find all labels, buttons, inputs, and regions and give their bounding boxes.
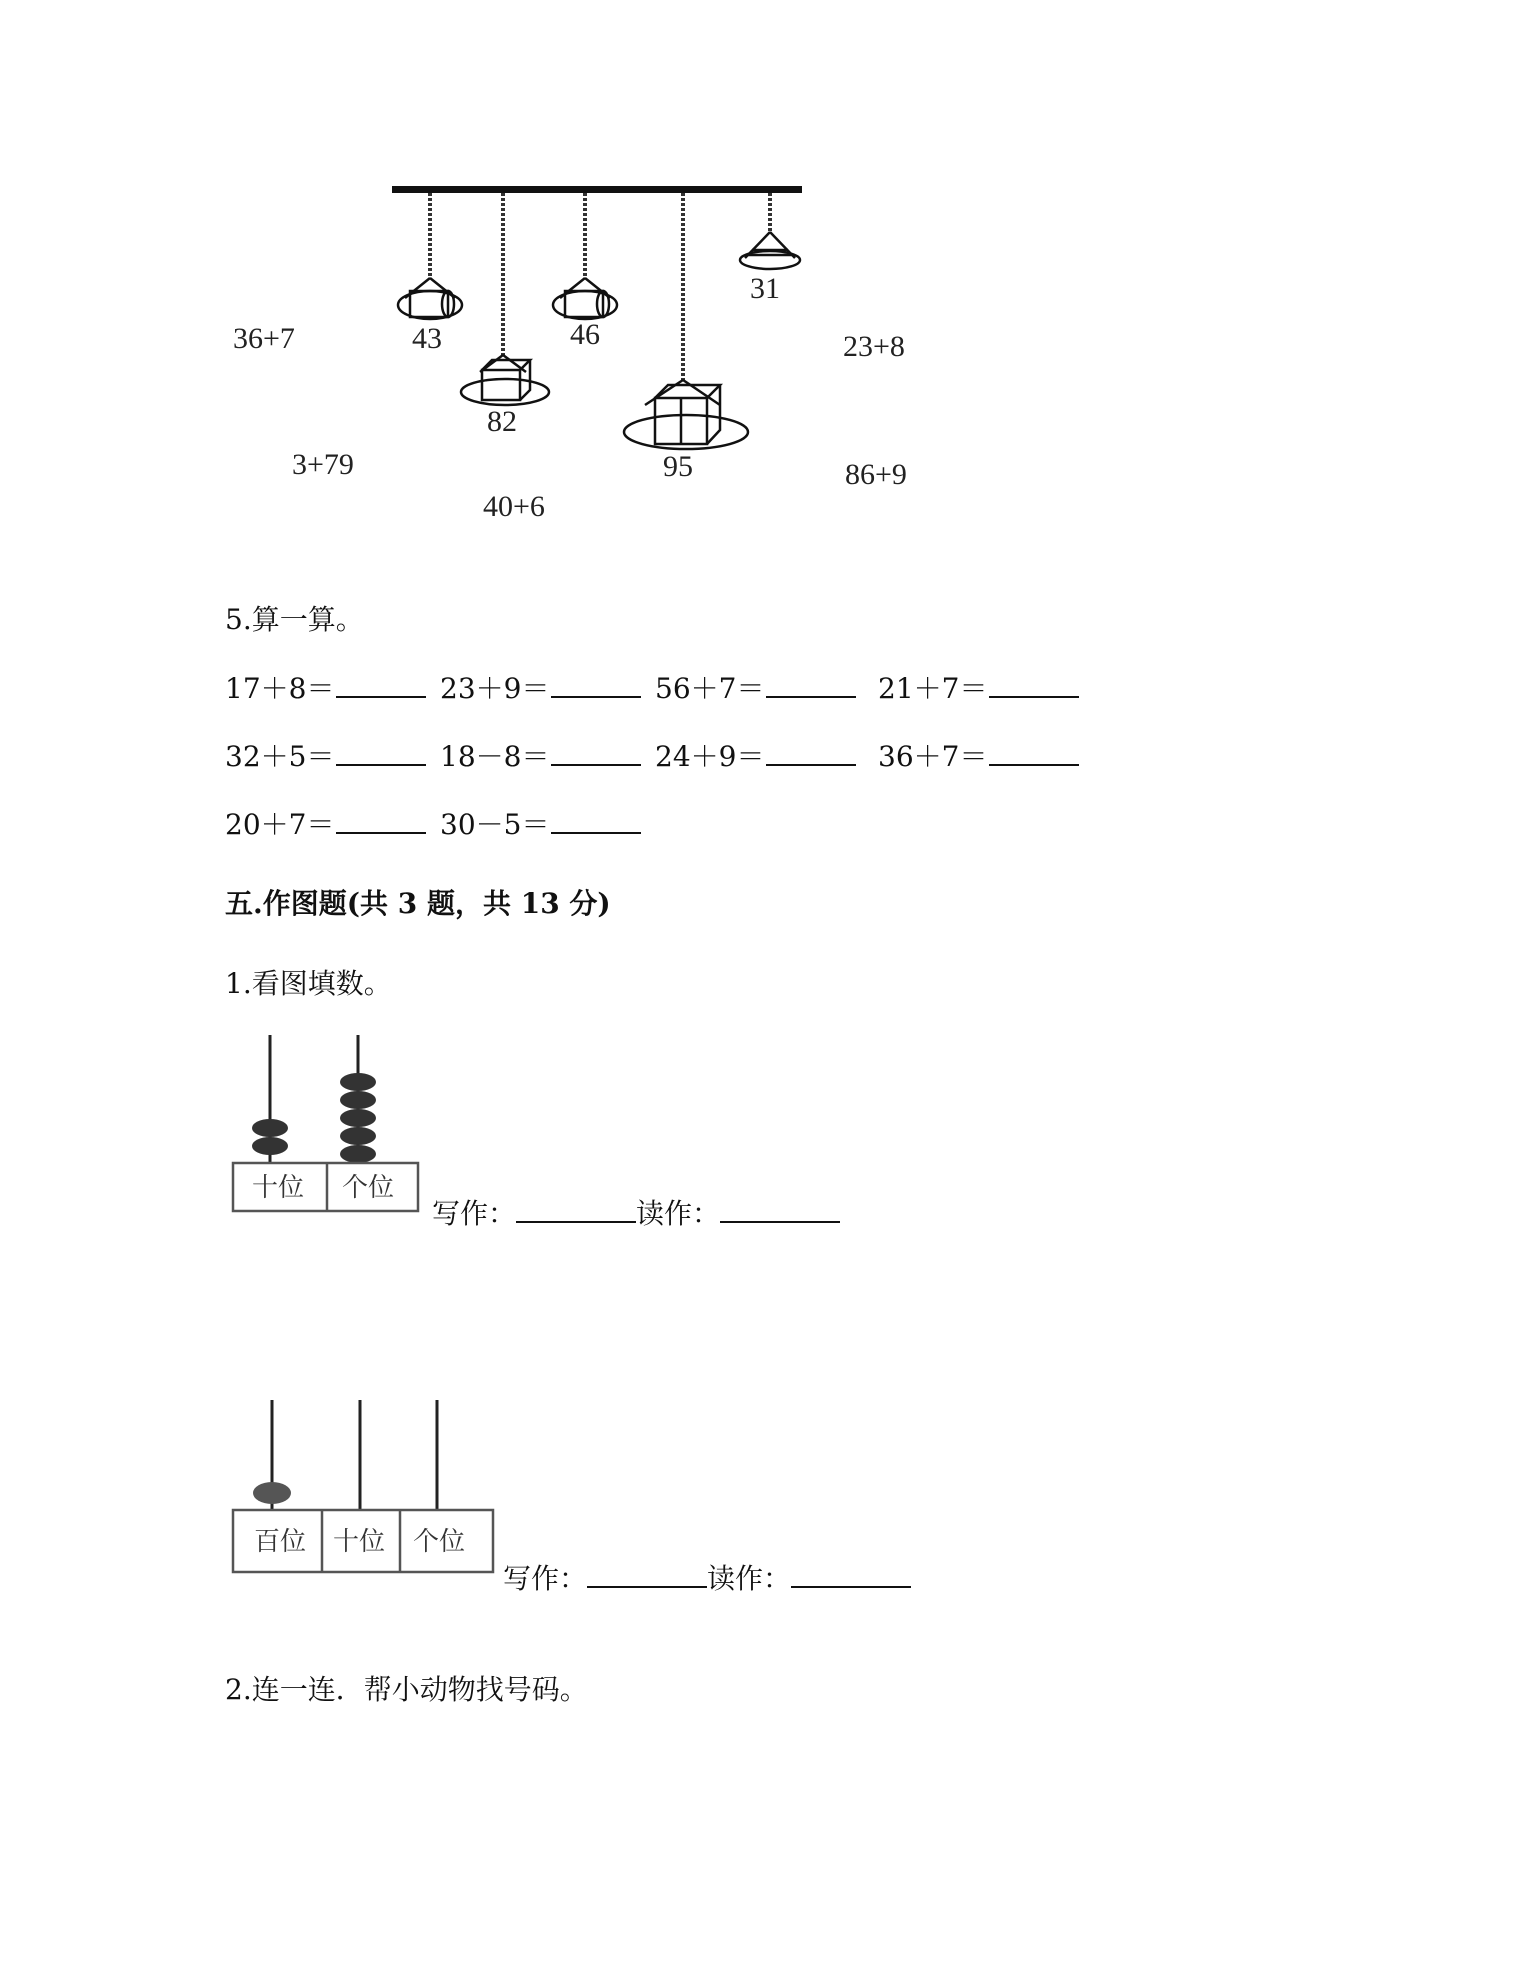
lamp-31 xyxy=(740,232,800,269)
bead xyxy=(253,1482,291,1504)
answer-blank[interactable] xyxy=(766,670,856,698)
read-label: 读作： xyxy=(636,1197,721,1230)
place-label: 个位 xyxy=(342,1173,395,1203)
equation: 36＋7＝ xyxy=(878,735,1079,775)
abacus-frame xyxy=(233,1510,493,1572)
equation: 56＋7＝ xyxy=(655,667,856,707)
answer-blank[interactable] xyxy=(336,670,426,698)
equation: 20＋7＝ xyxy=(225,803,426,843)
equation: 21＋7＝ xyxy=(878,667,1079,707)
bead xyxy=(340,1127,376,1145)
question-title: 2.连一连．帮小动物找号码。 xyxy=(225,1673,588,1706)
equation: 23＋9＝ xyxy=(440,667,641,707)
answer-blank[interactable] xyxy=(989,738,1079,766)
place-label: 十位 xyxy=(252,1173,305,1203)
lamp-95 xyxy=(624,380,748,449)
lamp-number: 31 xyxy=(750,272,780,305)
bead xyxy=(340,1109,376,1127)
read-blank[interactable] xyxy=(720,1195,840,1223)
hanging-bar xyxy=(392,186,802,193)
place-label: 十位 xyxy=(333,1527,386,1557)
bead xyxy=(340,1145,376,1163)
question-title: 1.看图填数。 xyxy=(225,967,392,1000)
place-label: 百位 xyxy=(254,1527,307,1557)
answer-blank[interactable] xyxy=(989,670,1079,698)
bead xyxy=(340,1091,376,1109)
expression: 23+8 xyxy=(843,330,905,363)
write-label: 写作： xyxy=(503,1562,588,1595)
lamp-82 xyxy=(461,355,549,405)
equation: 30－5＝ xyxy=(440,803,641,843)
lamp-number: 95 xyxy=(663,450,693,483)
place-label: 个位 xyxy=(413,1527,466,1557)
answer-blank[interactable] xyxy=(551,670,641,698)
answer-blank[interactable] xyxy=(551,806,641,834)
equation: 24＋9＝ xyxy=(655,735,856,775)
lamp-number: 82 xyxy=(487,405,517,438)
lamp-number: 43 xyxy=(412,322,442,355)
expression: 3+79 xyxy=(292,448,354,481)
section-heading: 五.作图题(共 3 题，共 13 分) xyxy=(225,887,611,920)
answer-blank[interactable] xyxy=(336,738,426,766)
read-blank[interactable] xyxy=(791,1560,911,1588)
write-read-line xyxy=(432,1192,840,1232)
read-label: 读作： xyxy=(707,1562,792,1595)
equation: 32＋5＝ xyxy=(225,735,426,775)
lamp-number: 46 xyxy=(570,318,600,351)
equation: 18－8＝ xyxy=(440,735,641,775)
answer-blank[interactable] xyxy=(551,738,641,766)
lamp-43 xyxy=(398,278,462,319)
expression: 36+7 xyxy=(233,322,295,355)
bead xyxy=(340,1073,376,1091)
bead xyxy=(252,1119,288,1137)
answer-blank[interactable] xyxy=(766,738,856,766)
question-title: 5.算一算。 xyxy=(225,603,364,636)
equation: 17＋8＝ xyxy=(225,667,426,707)
write-read-line xyxy=(503,1557,911,1597)
write-label: 写作： xyxy=(432,1197,517,1230)
write-blank[interactable] xyxy=(587,1560,707,1588)
bead xyxy=(252,1137,288,1155)
abacus-frame xyxy=(233,1163,418,1211)
answer-blank[interactable] xyxy=(336,806,426,834)
write-blank[interactable] xyxy=(516,1195,636,1223)
lamp-46 xyxy=(553,278,617,319)
expression: 40+6 xyxy=(483,490,545,523)
expression: 86+9 xyxy=(845,458,907,491)
